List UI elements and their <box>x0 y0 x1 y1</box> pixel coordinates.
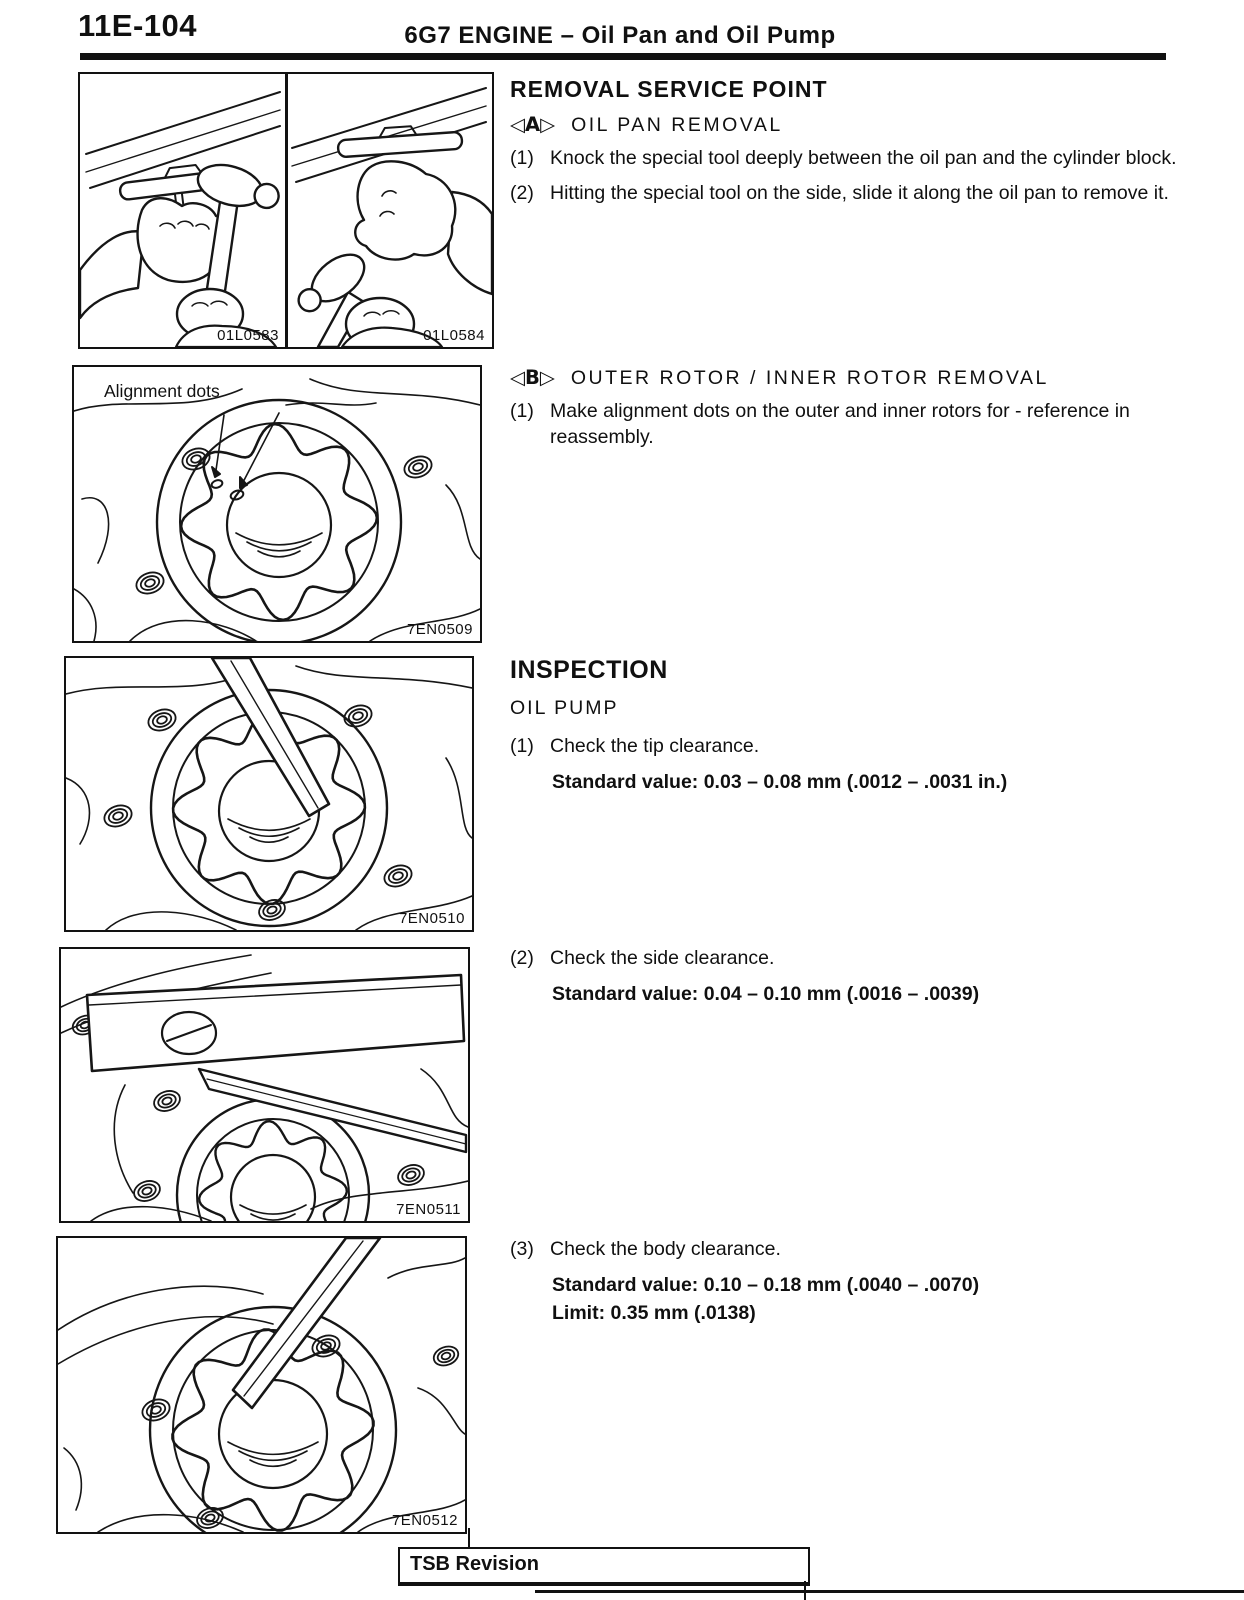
figure-code: 7EN0509 <box>406 621 473 638</box>
page-title: 6G7 ENGINE – Oil Pan and Oil Pump <box>404 22 836 49</box>
removal-service-point-section <box>510 76 1200 206</box>
step-text: Make alignment dots on the outer and inner rotors for - reference in reassembly. <box>550 400 1130 448</box>
alignment-dots-label: Alignment dots <box>104 381 220 401</box>
body-clearance-illustration <box>58 1238 465 1532</box>
point-a-marker: ◁A▷ <box>510 113 556 136</box>
step-text: Check the tip clearance. <box>550 735 760 757</box>
step-text: Hitting the special tool on the side, slide it along the oil pan to remove it. <box>550 181 1169 204</box>
step-number: (1) <box>510 735 534 757</box>
step-text: Check the side clearance. <box>550 947 775 969</box>
point-b-title: OUTER ROTOR / INNER ROTOR REMOVAL <box>570 367 1049 389</box>
step <box>510 734 1200 760</box>
point-b-section <box>510 366 1200 450</box>
step-number: (2) <box>510 181 534 204</box>
inspection-item-3 <box>510 1237 1200 1326</box>
point-b-marker: ◁B▷ <box>510 366 555 389</box>
step-text: Knock the special tool deeply between the oil pan and the cylinder block. <box>550 147 1177 169</box>
figure-oil-pan-removal <box>78 72 494 349</box>
tip-clearance-illustration <box>66 658 472 930</box>
figure-body-clearance <box>56 1236 467 1534</box>
step <box>510 399 1200 450</box>
point-b-heading <box>510 366 1200 390</box>
rotor-alignment-illustration <box>74 367 480 641</box>
step-number: (1) <box>510 147 534 169</box>
point-a-heading <box>510 113 1200 137</box>
section-heading: REMOVAL SERVICE POINT <box>510 76 828 102</box>
figure-tip-clearance <box>64 656 474 932</box>
step-number: (2) <box>510 947 534 969</box>
footer-vertical-line <box>804 1581 806 1600</box>
figure-alignment-dots <box>72 365 482 643</box>
step <box>510 181 1200 207</box>
footer-connector-line <box>468 1528 470 1549</box>
figure-code: 01L0584 <box>423 327 485 344</box>
step <box>510 1237 1200 1263</box>
figure-code: 7EN0512 <box>391 1512 458 1529</box>
figure-side-clearance <box>59 947 470 1223</box>
tsb-revision-label: TSB Revision <box>410 1553 539 1575</box>
step-number: (3) <box>510 1238 534 1260</box>
figure-code: 7EN0511 <box>396 1201 461 1218</box>
limit-value: Limit: 0.35 mm (.0138) <box>552 1302 756 1325</box>
footer-rule <box>535 1590 1244 1593</box>
step-text: Check the body clearance. <box>550 1238 781 1260</box>
side-clearance-illustration <box>61 949 468 1221</box>
panel-divider <box>285 74 288 347</box>
section-heading: INSPECTION <box>510 656 668 684</box>
inspection-subheading: OIL PUMP <box>510 697 619 719</box>
step-number: (1) <box>510 400 534 422</box>
step <box>510 946 1200 972</box>
figure-code: 7EN0510 <box>398 910 465 927</box>
point-a-title: OIL PAN REMOVAL <box>571 114 783 136</box>
header-rule <box>80 53 1166 60</box>
standard-value: Standard value: 0.04 – 0.10 mm (.0016 – .0039) <box>552 982 980 1005</box>
figure-code: 01L0583 <box>217 327 279 344</box>
step <box>510 146 1200 172</box>
inspection-item-2 <box>510 946 1200 1007</box>
standard-value: Standard value: 0.10 – 0.18 mm (.0040 – .0070) <box>552 1273 980 1296</box>
tsb-revision-box <box>398 1547 810 1586</box>
standard-value: Standard value: 0.03 – 0.08 mm (.0012 – .0031 in.) <box>552 770 1008 793</box>
inspection-section <box>510 656 1200 795</box>
page-number: 11E-104 <box>78 8 197 43</box>
